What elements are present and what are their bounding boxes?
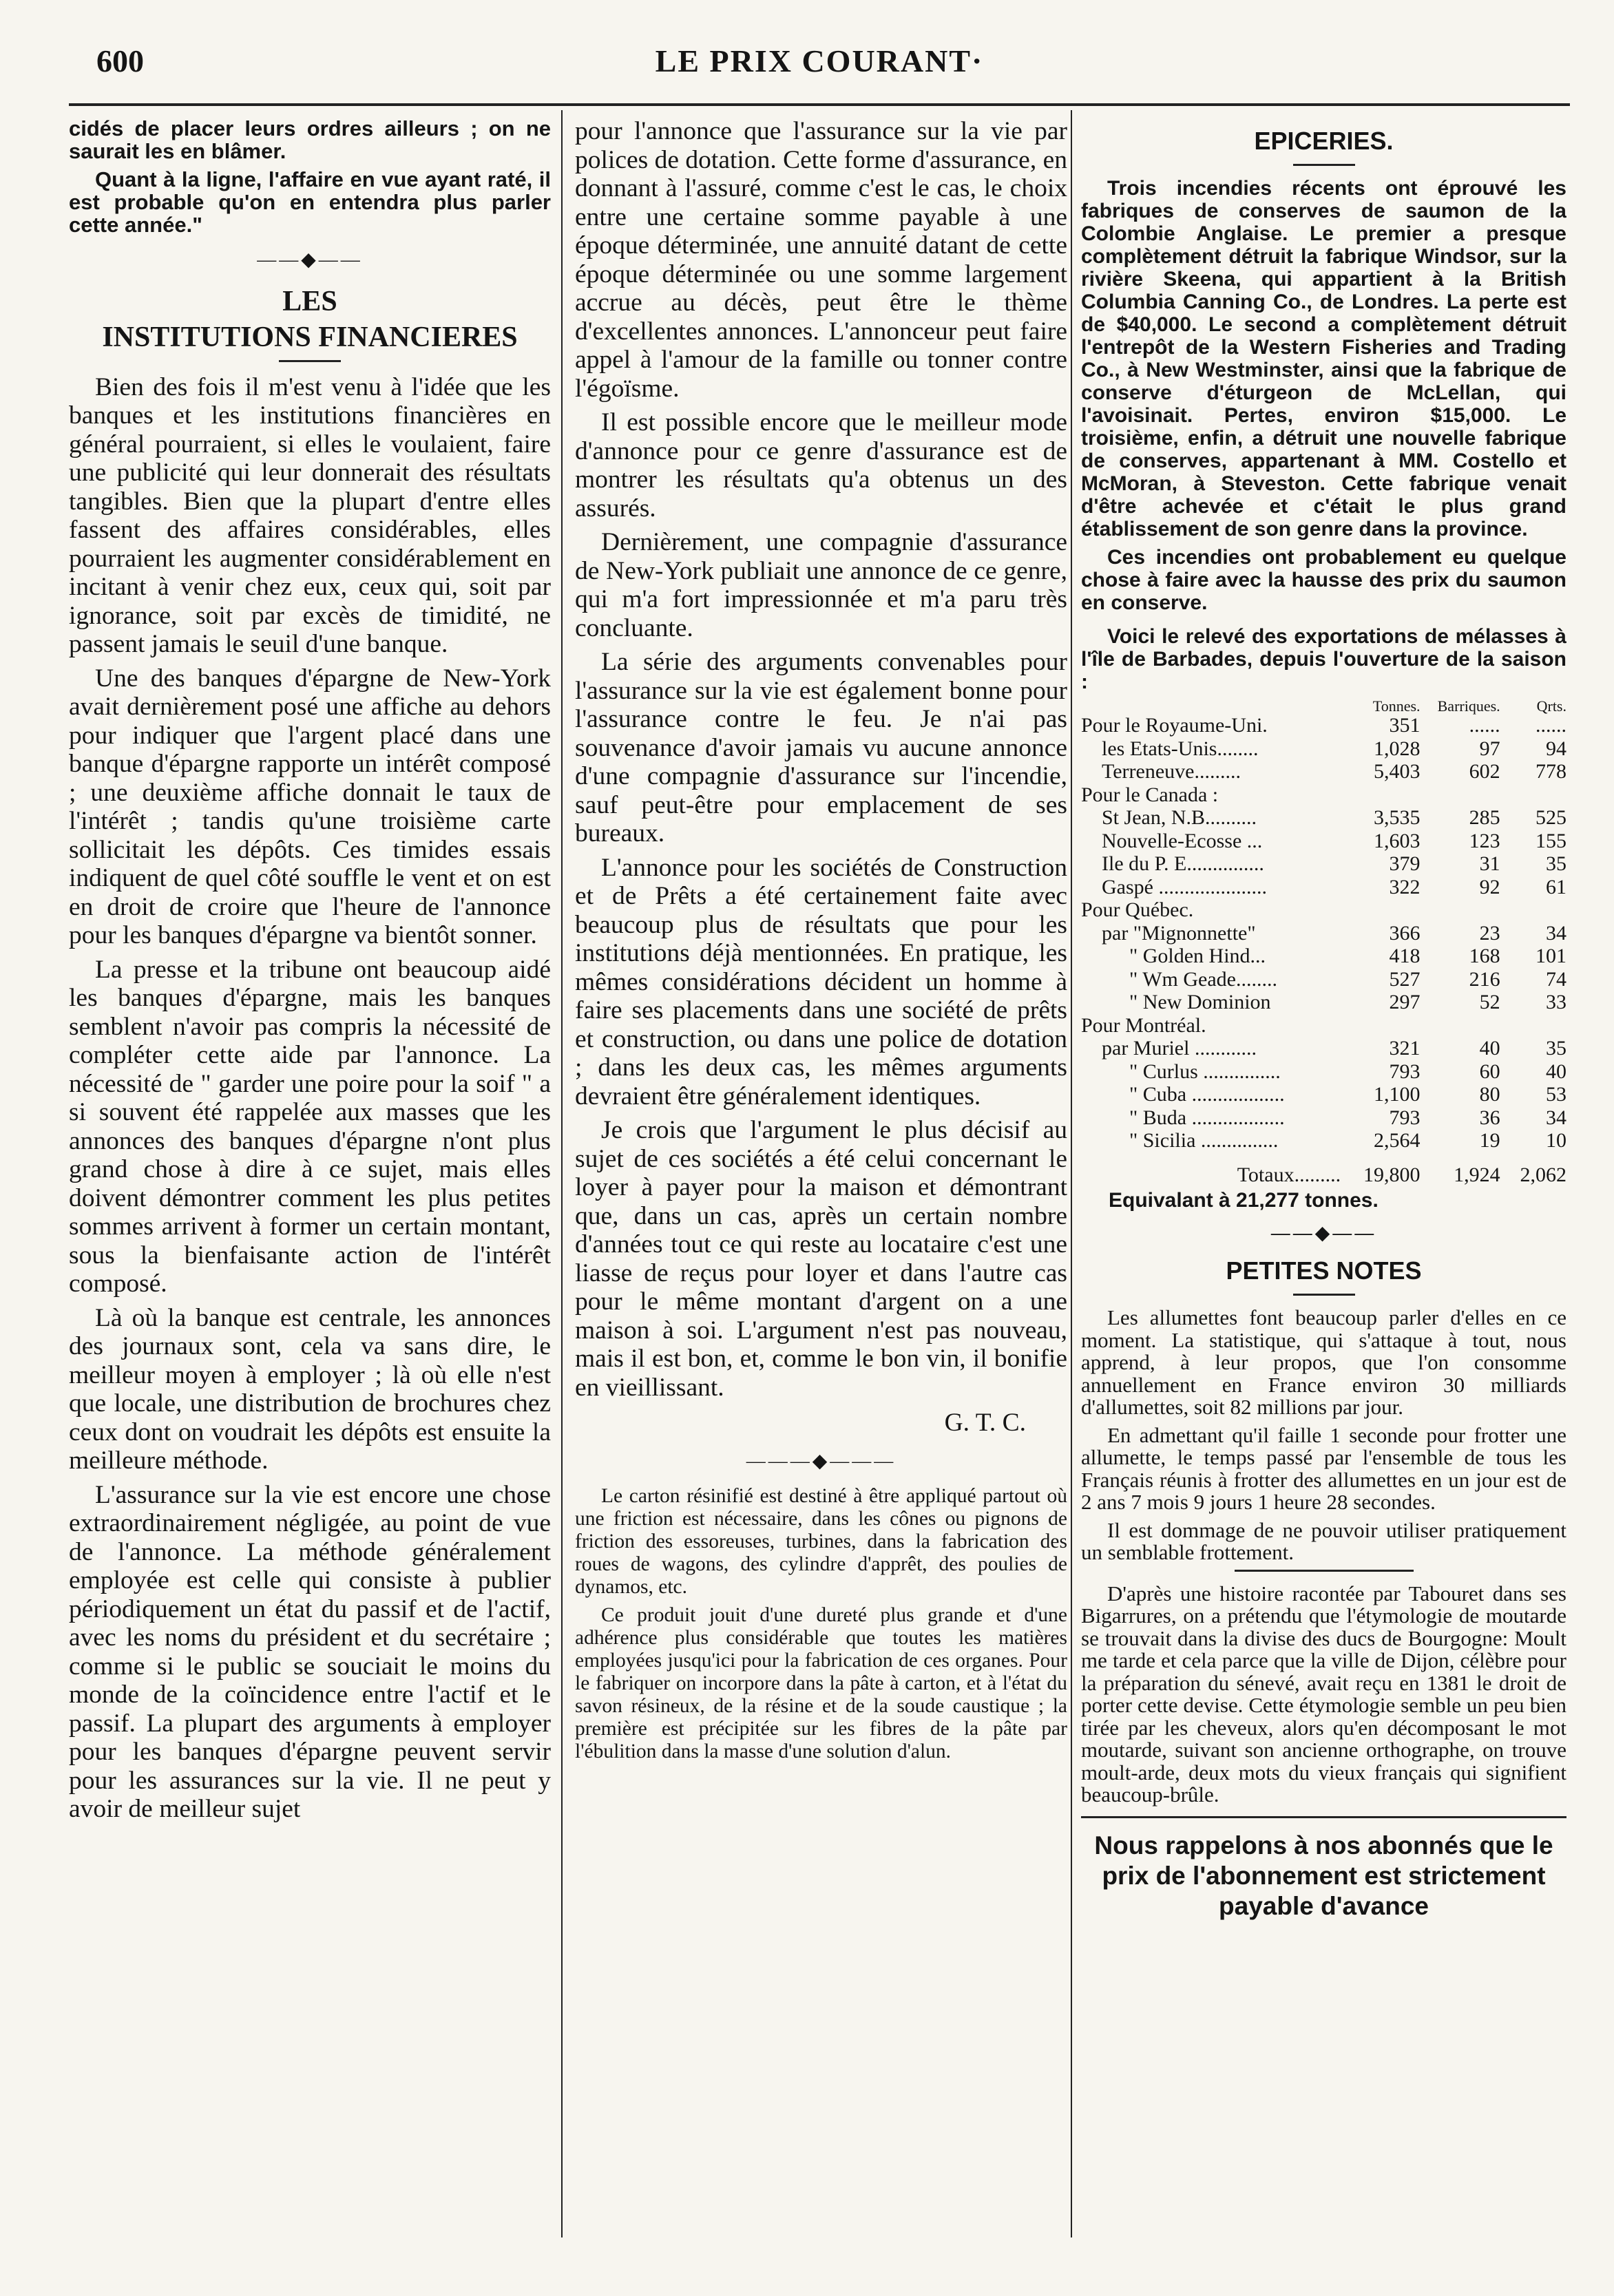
- epiceries-paragraph: Ces incendies ont probablement eu quelque chose à faire avec la hausse des prix du saumon en conserve.: [1081, 546, 1566, 614]
- table-row: [1081, 898, 1566, 922]
- table-cell-label: Pour le Royaume-Uni.: [1081, 714, 1268, 737]
- table-cell-quarts: 10: [1546, 1129, 1566, 1152]
- table-cell-tonnes: 2,564: [1374, 1129, 1421, 1152]
- subscription-notice: Nous rappelons à nos abonnés que le prix de l'abonnement est strictement payable d'avance: [1094, 1831, 1553, 1920]
- author-signature: G. T. C.: [944, 1409, 1026, 1437]
- exports-table: [1081, 699, 1566, 1186]
- article-heading-line1: LES: [282, 285, 337, 317]
- table-cell-quarts: 34: [1546, 921, 1566, 945]
- totals-label: Totaux.........: [1237, 1163, 1341, 1186]
- table-row: [1081, 1083, 1566, 1106]
- table-header-row: [1081, 699, 1566, 714]
- notice-rule: [1081, 1816, 1566, 1818]
- table-cell-barriques: 52: [1479, 991, 1500, 1013]
- table-row: [1081, 783, 1566, 807]
- table-cell-quarts: 61: [1546, 875, 1566, 898]
- table-cell-tonnes: 351: [1389, 714, 1421, 737]
- table-cell-quarts: 35: [1546, 852, 1566, 875]
- table-row: [1081, 806, 1566, 830]
- equivalent-note: Equivalant à 21,277 tonnes.: [1109, 1189, 1379, 1212]
- table-cell-tonnes: 527: [1389, 967, 1421, 991]
- table-row: [1081, 1037, 1566, 1060]
- table-cell-barriques: [1421, 898, 1500, 922]
- page-number: 600: [96, 43, 144, 78]
- table-row: [1081, 876, 1566, 899]
- table-cell-barriques: 31: [1479, 852, 1500, 875]
- note-paragraph: D'après une histoire racontée par Tabouret dans ses Bigarrures, on a prétendu que l'étymologie de moutarde se trouvait dans la divise des ducs de Bourgogne: Moult me tarde et cela parce que la ville de Dijon, célèbre pour la préparation du sénevé, avait reçu en 1381 le droit de porter cette devise. Cette étymologie semble un peu bien tirée par les cheveux, alors qu'en décomposant le mot moutarde, suivant son ancienne orthographe, on trouve moult-arde, deux mots du vieux français qui signifient beaucoup-brûle.: [1081, 1581, 1566, 1807]
- table-cell-tonnes: 1,100: [1374, 1083, 1421, 1106]
- article-paragraph: L'assurance sur la vie est encore une chose extraordinairement négligée, au point de vue de l'annonce. La méthode généralement employée est celle qui consiste à publier périodiquement un état du passif et de l'actif, avec les noms du président et du secrétaire ; comme si le public se souciait le moins du monde de la coïncidence entre l'actif et le passif. La plupart des arguments à employer pour les banques d'épargne peuvent servir pour les assurances sur la vie. Il ne peut y avoir de meilleur sujet: [69, 1480, 551, 1823]
- article-paragraph: La série des arguments convenables pour l'assurance sur la vie est également bonne pour l'assurance contre le feu. Je n'ai pas souvenance d'avoir jamais vu aucune annonce d'une compagnie d'assurance sur l'incendie, sauf peut-être pour emplacement de ses bureaux.: [575, 648, 1067, 847]
- table-cell-tonnes: 418: [1389, 945, 1421, 967]
- epiceries-paragraph: Voici le relevé des exportations de mélasses à l'île de Barbades, depuis l'ouverture de la saison :: [1081, 625, 1566, 693]
- note-paragraph: Il est dommage de ne pouvoir utiliser pratiquement un semblable frottement.: [1081, 1517, 1566, 1564]
- table-row: [1081, 1014, 1566, 1038]
- table-cell-quarts: 53: [1546, 1083, 1566, 1106]
- page-header: [69, 28, 1570, 89]
- article-paragraph: Une des banques d'épargne de New-York avait dernièrement posé une affiche au dehors pour indiquer que l'argent placé dans une banque d'épargne rapporte un intérêt composé ; une deuxième affiche donnait le taux de l'intérêt ; tandis qu'une troisième carte sollicitait les dépôts. Ces timides essais indiquent de quel côté souffle le vent et on est en droit de croire que l'heure de l'annonce pour les banques d'épargne va bientôt sonner.: [69, 664, 551, 949]
- running-title: LE PRIX COURANT·: [655, 43, 984, 78]
- table-cell-barriques: 40: [1479, 1037, 1500, 1060]
- table-header-cell: [1081, 699, 1341, 714]
- table-cell-quarts: ......: [1536, 714, 1566, 737]
- table-header-cell: Qrts.: [1536, 697, 1566, 715]
- table-cell-quarts: 94: [1546, 737, 1566, 760]
- table-row: [1081, 991, 1566, 1014]
- article-paragraph: La presse et la tribune ont beaucoup aidé les banques d'épargne, mais les banques semblent n'avoir pas compris la nécessité de compléter cette aide par l'annonce. La nécessité de " garder une poire pour la soif " a si souvent été rappelée aux masses que les annonces des banques d'épargne n'ont plus grand chose à dire à ce sujet, mais elles doivent démontrer comment les plus petites sommes arrivent à former un certain montant, sous la bienfaisante action de l'intérêt composé.: [69, 955, 551, 1298]
- intro-paragraph: cidés de placer leurs ordres ailleurs ; on ne saurait les en blâmer.: [69, 117, 551, 163]
- table-cell-tonnes: 297: [1389, 991, 1421, 1013]
- table-row: [1081, 714, 1566, 737]
- table-cell-label: Gaspé .....................: [1102, 875, 1267, 898]
- table-cell-barriques: 123: [1469, 829, 1500, 852]
- table-row: [1081, 852, 1566, 876]
- table-cell-quarts: 34: [1546, 1106, 1566, 1129]
- table-cell-barriques: 216: [1469, 967, 1500, 991]
- table-cell-tonnes: [1341, 783, 1420, 807]
- totals-quarts: 2,062: [1520, 1163, 1566, 1186]
- table-row: [1081, 1129, 1566, 1152]
- table-cell-barriques: 168: [1469, 945, 1500, 967]
- table-cell-quarts: 778: [1536, 760, 1566, 783]
- column-right: [1081, 117, 1566, 2237]
- table-cell-tonnes: 793: [1389, 1106, 1421, 1129]
- table-cell-label: " Buda ..................: [1129, 1106, 1285, 1129]
- table-cell-barriques: ......: [1469, 714, 1500, 737]
- table-cell-label: les Etats-Unis........: [1102, 737, 1259, 760]
- table-cell-barriques: 60: [1479, 1060, 1500, 1083]
- section-divider: ———◆———: [746, 1450, 897, 1472]
- table-cell-label: St Jean, N.B..........: [1102, 806, 1257, 829]
- table-cell-tonnes: 1,603: [1374, 829, 1421, 852]
- table-cell-quarts: 35: [1546, 1037, 1566, 1060]
- table-cell-quarts: [1500, 1014, 1566, 1038]
- table-cell-label: " New Dominion: [1129, 991, 1271, 1013]
- table-cell-barriques: 36: [1479, 1106, 1500, 1129]
- table-row: [1081, 737, 1566, 761]
- table-cell-tonnes: 3,535: [1374, 806, 1421, 829]
- table-cell-tonnes: 366: [1389, 921, 1421, 945]
- table-cell-label: par Muriel ............: [1102, 1037, 1257, 1060]
- table-cell-barriques: 602: [1469, 760, 1500, 783]
- petites-notes-heading: PETITES NOTES: [1226, 1256, 1422, 1285]
- note-rule: [1235, 1570, 1414, 1572]
- heading-rule: [279, 360, 341, 362]
- totals-barriques: 1,924: [1454, 1163, 1500, 1186]
- article-paragraph: Là où la banque est centrale, les annonces des journaux sont, cela va sans dire, le meilleur moyen à employer ; là où elle n'est que locale, une distribution de brochures chez ceux dont on voudrait les dépôts est ensuite la meilleure méthode.: [69, 1303, 551, 1475]
- heading-rule: [1293, 1294, 1355, 1296]
- heading-rule: [1293, 164, 1355, 166]
- table-cell-quarts: 101: [1536, 945, 1566, 967]
- note-paragraph: Le carton résinifié est destiné à être appliqué partout où une friction est nécessaire, dans les cônes ou pignons de friction des essoreuses, turbines, dans la fabrication des roues de wagons, des cylindre d'apprêt, des poulies de dynamos, etc.: [575, 1485, 1067, 1598]
- exports-table-body: [1081, 714, 1566, 1152]
- table-cell-label: Pour Québec.: [1081, 898, 1194, 921]
- table-row: [1081, 968, 1566, 991]
- table-cell-barriques: 285: [1469, 806, 1500, 829]
- totals-tonnes: 19,800: [1363, 1163, 1421, 1186]
- table-cell-label: Terreneuve.........: [1102, 760, 1241, 783]
- note-paragraph: Ce produit jouit d'une dureté plus grande et d'une adhérence plus considérable que toutes les matières employées jusqu'ici pour la fabrication de ces organes. Pour le fabriquer on incorpore dans la pâte à carton, et à l'état du savon résineux, de la résine et de la soude caustique ; la première est précipitée sur les fibres de la pâte par l'ébulition dans la masse d'une solution d'alun.: [575, 1604, 1067, 1762]
- table-cell-quarts: [1500, 898, 1566, 922]
- table-cell-label: " Cuba ..................: [1129, 1083, 1285, 1106]
- table-row: [1081, 1060, 1566, 1084]
- table-cell-label: " Sicilia ...............: [1129, 1129, 1279, 1152]
- section-divider: ——◆——: [1270, 1222, 1377, 1243]
- table-cell-tonnes: [1341, 898, 1420, 922]
- article-paragraph: pour l'annonce que l'assurance sur la vie par polices de dotation. Cette forme d'assurance, en donnant à l'assuré, comme c'est le cas, le choix entre une certaine somme payable à une époque déterminée, une annuité datant de cette époque déterminée ou une somme largement accrue au décès, peut être le thème d'excellentes annonces. L'annonceur peut faire appel à l'amour de la famille ou tonner contre l'égoïsme.: [575, 117, 1067, 403]
- column-middle: [575, 117, 1067, 2237]
- note-paragraph: En admettant qu'il faille 1 seconde pour frotter une allumette, le temps passé par l'ensemble de tous les Français réunis à frotter des allumettes en un jour est de 2 ans 7 mois 9 jours 1 heure 28 secondes.: [1081, 1422, 1566, 1514]
- table-row: [1081, 922, 1566, 945]
- article-heading-line2: INSTITUTIONS FINANCIERES: [102, 321, 518, 353]
- epiceries-paragraph: Trois incendies récents ont éprouvé les fabriques de conserves de saumon de la Colombie Anglaise. Le premier a presque complètement détruit la fabrique Windsor, sur la rivière Skeena, qui appartient à la British Columbia Canning Co., de Londres. La perte est de $40,000. Le second a complètement détruit l'entrepôt de la Western Fisheries and Trading Co., à New Westminster, ainsi que la fabrique de conserve d'éturgeon de McLellan, qui l'avoisinait. Pertes, environ $15,000. Le troisième, enfin, a détruit une nouvelle fabrique de conserves, appartenant à MM. Costello et McMoran, à Steveston. Cette fabrique venait d'être achevée et c'était le plus grand établissement de son genre dans la province.: [1081, 177, 1566, 540]
- epiceries-heading: EPICERIES.: [1254, 127, 1394, 155]
- column-left: [69, 117, 551, 2237]
- table-cell-tonnes: 321: [1389, 1037, 1421, 1060]
- table-cell-barriques: 23: [1479, 921, 1500, 945]
- totals-row: [1081, 1152, 1566, 1187]
- table-cell-label: Nouvelle-Ecosse ...: [1102, 829, 1263, 852]
- table-cell-tonnes: 379: [1389, 852, 1421, 875]
- table-cell-tonnes: [1341, 1014, 1420, 1038]
- article-paragraph: Je crois que l'argument le plus décisif au sujet de ces sociétés a été celui concernant le loyer à payer pour la maison et démontrant que, dans un cas, après un certain nombre d'années tout ce qui reste au locataire c'est une liasse de reçus pour loyer et dans l'autre cas pour le même montant d'argent on a une maison à soi. L'argument n'est pas nouveau, mais il est bon, et, comme le bon vin, il bonifie en vieillissant.: [575, 1116, 1067, 1402]
- table-cell-tonnes: 1,028: [1374, 737, 1421, 760]
- table-cell-label: Pour le Canada :: [1081, 783, 1219, 806]
- table-cell-label: Ile du P. E...............: [1102, 852, 1264, 875]
- table-cell-barriques: [1421, 783, 1500, 807]
- table-cell-quarts: 525: [1536, 806, 1566, 829]
- table-cell-tonnes: 793: [1389, 1060, 1421, 1083]
- table-cell-label: " Wm Geade........: [1129, 967, 1277, 991]
- table-cell-barriques: [1421, 1014, 1500, 1038]
- table-row: [1081, 1106, 1566, 1130]
- table-row: [1081, 945, 1566, 968]
- header-rule: [69, 103, 1570, 106]
- section-divider: ——◆——: [257, 249, 363, 271]
- table-cell-tonnes: 5,403: [1374, 760, 1421, 783]
- note-paragraph: Les allumettes font beaucoup parler d'elles en ce moment. La statistique, qui s'attaque à tout, nous apprend, à leur propos, que l'on consomme annuellement en France environ 30 milliards d'allumettes, soit 82 millions par jour.: [1081, 1305, 1566, 1419]
- article-paragraph: L'annonce pour les sociétés de Construction et de Prêts a été certainement faite avec beaucoup plus de résultats que pour les institutions déjà mentionnées. En pratique, les mêmes considérations décident un homme à faire ses placements dans une société de prêts et construction, ou dans une police de dotation ; dans les deux cas, les mêmes arguments devraient être généralement identiques.: [575, 853, 1067, 1110]
- table-cell-barriques: 97: [1479, 737, 1500, 760]
- table-header-cell: Barriques.: [1437, 697, 1500, 715]
- table-row: [1081, 760, 1566, 783]
- table-cell-tonnes: 322: [1389, 875, 1421, 898]
- article-paragraph: Bien des fois il m'est venu à l'idée que les banques et les institutions financières en général pourraient, si elles le voulaient, faire une publicité qui leur donnerait des résultats tangibles. Bien que la plupart d'entre elles fassent des affaires considérables, elles pourraient les augmenter considérablement en incitant à venir chez eux, ceux qui, soit par ignorance, soit par excès de timidité, ne passent jamais le seuil d'une banque.: [69, 372, 551, 658]
- table-cell-quarts: 155: [1536, 829, 1566, 852]
- table-cell-quarts: 40: [1546, 1060, 1566, 1083]
- table-cell-label: Pour Montréal.: [1081, 1013, 1206, 1037]
- table-cell-quarts: [1500, 783, 1566, 807]
- table-cell-label: par "Mignonnette": [1102, 921, 1256, 945]
- intro-paragraph: Quant à la ligne, l'affaire en vue ayant raté, il est probable qu'on en entendra plus parler cette année.": [69, 167, 551, 237]
- table-cell-barriques: 19: [1479, 1129, 1500, 1152]
- column-rule-2: [1071, 110, 1072, 2237]
- table-row: [1081, 830, 1566, 853]
- table-cell-label: " Curlus ...............: [1129, 1060, 1281, 1083]
- table-cell-barriques: 80: [1479, 1083, 1500, 1106]
- table-cell-barriques: 92: [1479, 875, 1500, 898]
- table-cell-label: " Golden Hind...: [1129, 945, 1266, 967]
- table-cell-quarts: 33: [1546, 991, 1566, 1013]
- table-cell-quarts: 74: [1546, 967, 1566, 991]
- article-paragraph: Il est possible encore que le meilleur mode d'annonce pour ce genre d'assurance est de montrer les résultats qu'a obtenus un des assurés.: [575, 408, 1067, 523]
- article-paragraph: Dernièrement, une compagnie d'assurance de New-York publiait une annonce de ce genre, qui m'a fort impressionnée et m'a paru très concluante.: [575, 528, 1067, 642]
- column-rule-1: [561, 110, 563, 2237]
- table-header-cell: Tonnes.: [1372, 697, 1421, 715]
